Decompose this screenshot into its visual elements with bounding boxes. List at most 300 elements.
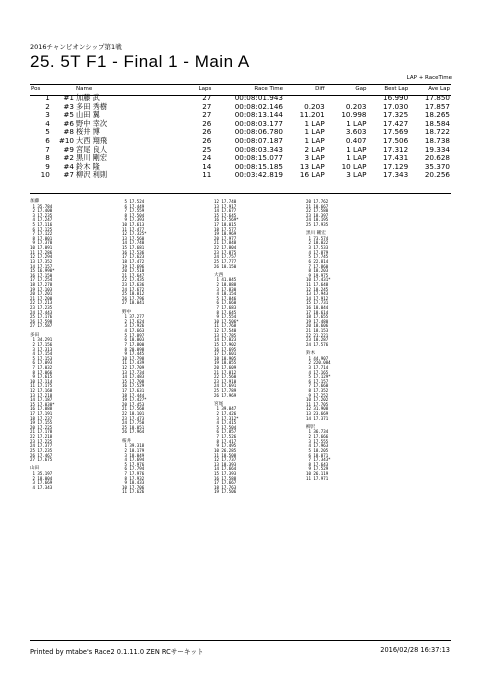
lap-time-line: 8 17.001 — [30, 235, 53, 241]
cell-ave-lap: 18.738 — [424, 135, 450, 145]
lap-time-line: 1 39.318 — [122, 443, 145, 449]
lap-time-line: 20 17.453 — [122, 401, 145, 407]
lap-time-line: 9 17.445 — [122, 351, 145, 357]
cell-best-lap: 17.431 — [383, 153, 409, 163]
cell-car-number: #3 — [63, 101, 74, 111]
lap-time-line: 26 17.796 — [122, 295, 145, 301]
cell-diff: 1 LAP — [304, 118, 325, 128]
cell-diff: 2 LAP — [304, 144, 325, 154]
col-race-time: Race Time — [254, 86, 283, 92]
lap-time-line: 10 17.506* — [214, 318, 239, 324]
lap-time-line: 24 17.757 — [214, 254, 237, 260]
lap-time-line: 20 17.225 — [30, 424, 53, 430]
cell-car-number: #1 — [63, 93, 74, 102]
lap-times-section — [30, 200, 451, 600]
lap-time-line: 11 17.439 — [122, 360, 145, 366]
lap-time-line: 21 17.200 — [30, 295, 53, 301]
cell-ave-lap: 35.370 — [424, 161, 450, 171]
lap-time-line: 2 17.426 — [214, 411, 237, 417]
lap-time-line: 25 18.051 — [122, 424, 145, 430]
lap-time-line: 8 17.643 — [306, 461, 329, 467]
lap-time-line: 18 17.278 — [30, 281, 53, 287]
driver-lap-header: 桜井 — [122, 438, 132, 444]
lap-time-line: 14 17.740 — [122, 240, 145, 246]
lap-time-line: 14 17.823 — [214, 337, 237, 343]
cell-gap: 0.407 — [345, 135, 367, 145]
lap-time-line: 5 17.976 — [122, 461, 145, 467]
lap-time-line: 12 17.294 — [30, 254, 53, 260]
lap-time-line: 19 18.055 — [214, 360, 237, 366]
lap-time-line: 2 17.666 — [306, 434, 329, 440]
lap-time-line: 10 17.613 — [122, 222, 145, 228]
lap-time-line: 11 17.971 — [306, 475, 329, 481]
driver-lap-header: 大西 — [214, 272, 224, 278]
lap-time-line: 19 17.155 — [30, 420, 53, 426]
lap-time-line: 2 18.888 — [214, 281, 237, 287]
lap-time-line: 17 18.015 — [214, 222, 237, 228]
cell-laps: 24 — [202, 153, 212, 163]
cell-car-number: #5 — [63, 110, 74, 120]
lap-time-line: 3 17.533 — [306, 245, 329, 251]
lap-time-line: 22 17.580 — [306, 208, 329, 214]
cell-pos: 9 — [45, 161, 50, 171]
lap-time-line: 11 17.286 — [30, 249, 53, 255]
title-rule — [30, 84, 451, 85]
cell-race-time: 00:08:01.943 — [234, 93, 283, 102]
lap-time-line: 18 17.577 — [214, 226, 237, 232]
lap-time-line: 21 17.560 — [122, 406, 145, 412]
lap-time-line: 21 17.647 — [122, 272, 145, 278]
cell-diff: 1 LAP — [304, 135, 325, 145]
col-pos: Pos — [31, 86, 41, 92]
lap-time-line: 18 17.655 — [306, 314, 329, 320]
cell-car-number: #6 — [63, 118, 74, 128]
cell-driver-name: 桜井 博 — [76, 127, 100, 137]
cell-best-lap: 17.343 — [383, 170, 409, 180]
cell-ave-lap: 20.256 — [424, 170, 450, 180]
lap-time-line: 2 18.022 — [306, 240, 329, 246]
lap-time-line: 2 17.624 — [122, 318, 145, 324]
lap-time-line: 6 18.071 — [306, 452, 329, 458]
lap-time-line: 21 18.153 — [306, 328, 329, 334]
lap-time-line: 13 23.669 — [306, 411, 329, 417]
cell-ave-lap: 18.265 — [424, 110, 450, 120]
lap-time-line: 24 17.672 — [122, 286, 145, 292]
event-subtitle: 2016チャンピオンシップ第1戦 — [30, 43, 122, 51]
lap-time-line: 25 17.235 — [30, 447, 53, 453]
cell-pos: 4 — [45, 118, 50, 128]
lap-time-line: 2 17.156 — [30, 341, 53, 347]
lap-time-line: 7 17.800 — [122, 341, 145, 347]
lap-time-line: 22 17.213 — [30, 300, 53, 306]
lap-time-line: 9 17.393 — [122, 217, 145, 223]
cell-gap: 10.998 — [341, 110, 367, 120]
lap-time-line: 8 20.098 — [122, 346, 145, 352]
lap-time-line: 11 17.768 — [214, 323, 237, 329]
lap-time-line: 5 17.153 — [30, 355, 53, 361]
lap-time-line: 8 17.504 — [122, 212, 145, 218]
cell-best-lap: 17.312 — [383, 144, 409, 154]
lap-time-line: 1 35.784 — [30, 203, 53, 209]
cell-driver-name: 鈴木 隆 — [76, 161, 100, 171]
lap-time-line: 7 17.660 — [306, 383, 329, 389]
lap-time-line: 16 17.529 — [122, 383, 145, 389]
lap-time-line: 22 17.435 — [122, 277, 145, 283]
lap-time-line: 18 17.763 — [214, 484, 237, 490]
lap-time-line: 7 17.122 — [30, 231, 53, 237]
lap-time-line: 13 17.560 — [122, 235, 145, 241]
cell-race-time: 00:08:03.343 — [234, 144, 283, 154]
col-diff: Diff — [315, 86, 325, 92]
lap-time-line: 15 17.030* — [30, 401, 55, 407]
lap-time-line: 20 17.977 — [214, 235, 237, 241]
lap-time-line: 12 17.737 — [214, 457, 237, 463]
footer-timestamp: 2016/02/28 16:37:13 — [380, 646, 450, 654]
lap-time-line: 5 17.116 — [30, 222, 53, 228]
lap-time-line: 2 17.400 — [30, 208, 53, 214]
driver-lap-header: 加藤 — [30, 199, 40, 204]
driver-lap-header: 黒川 剛宏 — [306, 231, 326, 237]
cell-ave-lap: 20.628 — [424, 153, 450, 163]
lap-time-line: 19 17.480 — [306, 318, 329, 324]
cell-best-lap: 17.129 — [383, 161, 409, 171]
col-ave-lap: Ave Lap — [428, 86, 450, 92]
lap-time-line: 7 17.559 — [122, 208, 145, 214]
lap-time-line: 15 17.902 — [214, 341, 237, 347]
lap-time-line: 19 17.506 — [214, 489, 237, 495]
cell-diff: 0.203 — [304, 101, 325, 111]
header-rule — [30, 95, 451, 96]
cell-race-time: 00:08:06.780 — [234, 127, 283, 137]
cell-driver-name: 大西 翔飛 — [76, 135, 108, 145]
lap-time-line: 4 17.879 — [306, 249, 329, 255]
lap-time-line: 23 17.473 — [122, 415, 145, 421]
lap-time-line: 25 17.777 — [214, 258, 237, 264]
results-table — [30, 86, 451, 180]
lap-time-line: 6 18.003 — [122, 337, 145, 343]
lap-time-line: 16 18.044 — [306, 305, 329, 311]
cell-race-time: 00:08:03.177 — [234, 118, 283, 128]
cell-laps: 11 — [202, 170, 212, 180]
lap-time-line: 8 17.417 — [214, 438, 237, 444]
lap-time-line: 3 17.669 — [30, 480, 53, 486]
lap-time-line: 18 17.472 — [122, 258, 145, 264]
lap-time-line: 1 73.574 — [306, 235, 329, 241]
lap-time-line: 13 17.785 — [214, 332, 237, 338]
lap-time-line: 9 17.615 — [30, 374, 53, 380]
lap-time-line: 2 220.084 — [306, 360, 331, 366]
lap-time-line: 12 17.325* — [122, 231, 147, 237]
lap-time-line: 5 17.897 — [122, 332, 145, 338]
lap-time-line: 22 17.804 — [214, 245, 237, 251]
lap-time-line: 12 17.540 — [214, 328, 237, 334]
lap-time-line: 17 17.191 — [30, 411, 53, 417]
cell-laps: 25 — [202, 144, 212, 154]
lap-time-line: 10 26.119 — [306, 470, 329, 476]
lap-time-line: 9 17.252 — [306, 392, 329, 398]
lap-time-line: 15 17.393 — [214, 470, 237, 476]
lap-time-line: 15 17.681 — [122, 245, 145, 251]
cell-race-time: 00:08:15.185 — [234, 161, 283, 171]
lap-time-line: 22 17.560 — [214, 374, 237, 380]
lap-time-line: 23 17.225 — [30, 438, 53, 444]
lap-time-line: 14 17.371 — [306, 415, 329, 421]
lap-time-line: 12 17.709 — [122, 364, 145, 370]
lap-time-line: 12 17.740 — [214, 199, 237, 204]
lap-time-line: 24 17.443 — [30, 309, 53, 315]
lap-time-line: 8 17.932 — [122, 475, 145, 481]
lap-time-line: 6 22.814 — [306, 258, 329, 264]
lap-time-line: 15 17.708 — [122, 378, 145, 384]
cell-pos: 3 — [45, 110, 50, 120]
lap-time-line: 4 17.694 — [122, 457, 145, 463]
lap-time-line: 4 17.165 — [306, 369, 329, 375]
lap-time-line: 24 17.691 — [214, 383, 237, 389]
cell-diff: 3 LAP — [304, 153, 325, 163]
lap-time-line: 22 21.221 — [306, 332, 329, 338]
cell-gap: 1 LAP — [346, 118, 367, 128]
lap-time-line: 13 17.352 — [30, 258, 53, 264]
lap-time-line: 16 17.150 — [30, 272, 53, 278]
lap-time-line: 3 17.926 — [122, 323, 145, 329]
cell-car-number: #7 — [63, 170, 74, 180]
lap-time-line: 1 44.907 — [306, 355, 329, 361]
lap-time-line: 22 17.218 — [30, 434, 53, 440]
col-laps: Laps — [198, 86, 212, 92]
lap-time-line: 19 17.427* — [122, 397, 147, 403]
cell-driver-name: 山田 翼 — [76, 110, 100, 120]
lap-time-line: 18 18.905 — [214, 355, 237, 361]
lap-time-line: 3 17.714 — [306, 364, 329, 370]
lap-time-line: 1 37.277 — [122, 314, 145, 320]
lap-time-line: 3 17.313 — [30, 346, 53, 352]
lap-time-line: 20 17.762 — [306, 199, 329, 204]
cell-driver-name: 宮尾 良人 — [76, 144, 108, 154]
cell-best-lap: 17.506 — [383, 135, 409, 145]
lap-time-line: 17 17.623 — [122, 254, 145, 260]
cell-car-number: #9 — [63, 144, 74, 154]
lap-time-line: 7 17.683 — [214, 305, 237, 311]
lap-time-line: 9 17.554 — [214, 314, 237, 320]
cell-best-lap: 17.569 — [383, 127, 409, 137]
lap-time-line: 26 17.964 — [122, 429, 145, 435]
cell-car-number: #2 — [63, 153, 74, 163]
race-title: 25. 5T F1 - Final 1 - Main A — [30, 52, 250, 71]
lap-time-line: 17 17.667 — [214, 480, 237, 486]
cell-gap: 10 LAP — [341, 161, 367, 171]
lap-time-line: 10 17.091 — [30, 245, 53, 251]
lap-time-line: 11 18.508 — [214, 452, 237, 458]
lap-time-line: 25 17.176 — [30, 314, 53, 320]
cell-diff: 16 LAP — [299, 170, 325, 180]
lap-time-line: 1 34.291 — [30, 337, 53, 343]
lap-time-line: 11 17.626 — [122, 489, 145, 495]
cell-ave-lap: 19.334 — [424, 144, 450, 154]
cell-driver-name: 野中 幸次 — [76, 118, 108, 128]
lap-time-line: 9 17.370 — [30, 240, 53, 246]
lap-time-line: 14 17.157 — [30, 263, 53, 269]
cell-diff: 11.201 — [299, 110, 325, 120]
lap-time-line: 10 17.114 — [30, 378, 53, 384]
lap-time-line: 5 17.504 — [214, 424, 237, 430]
lap-time-line: 14 17.187 — [30, 397, 53, 403]
cell-car-number: #8 — [63, 127, 74, 137]
cell-gap: 1 LAP — [346, 144, 367, 154]
lap-time-line: 4 17.247 — [30, 217, 53, 223]
lap-time-line: 25 18.012 — [122, 291, 145, 297]
lap-time-line: 27 17.675 — [30, 457, 53, 463]
driver-lap-header: 柳沢 — [306, 424, 316, 430]
lap-time-line: 24 17.750 — [122, 420, 145, 426]
lap-time-line: 16 17.569* — [214, 217, 239, 223]
cell-car-number: #10 — [58, 135, 74, 145]
cell-laps: 27 — [202, 93, 212, 102]
driver-lap-header: 鈴木 — [306, 351, 316, 357]
lap-time-line: 13 17.943 — [306, 291, 329, 297]
lap-time-line: 20 17.201 — [30, 291, 53, 297]
lap-time-line: 23 17.875 — [214, 249, 237, 255]
lap-time-line: 6 17.093 — [30, 360, 53, 366]
cell-race-time: 00:03:42.819 — [234, 170, 283, 180]
lap-time-line: 13 17.734 — [122, 369, 145, 375]
lap-time-line: 21 17.848 — [214, 240, 237, 246]
cell-best-lap: 16.990 — [383, 93, 409, 102]
lap-time-line: 10 17.202 — [306, 397, 329, 403]
cell-driver-name: 柳沢 利則 — [76, 170, 108, 180]
lap-time-line: 3 17.555 — [306, 438, 329, 444]
cell-ave-lap: 18.584 — [424, 118, 450, 128]
lap-time-line: 16 17.695 — [214, 346, 237, 352]
lap-time-line: 6 17.857 — [214, 429, 237, 435]
cell-gap: 3 LAP — [346, 170, 367, 180]
lap-time-line: 20 17.609 — [214, 364, 237, 370]
lap-time-line: 4 17.415 — [214, 420, 237, 426]
lap-time-line: 6 17.449 — [122, 203, 145, 209]
lap-time-line: 5 17.745 — [306, 254, 329, 260]
lap-time-line: 24 18.195 — [306, 217, 329, 223]
lap-time-line: 6 17.660 — [214, 300, 237, 306]
cell-pos: 1 — [45, 93, 50, 102]
lap-time-line: 3 17.312* — [214, 415, 239, 421]
lap-time-line: 26 17.969 — [214, 392, 237, 398]
cell-gap: 1 LAP — [346, 153, 367, 163]
lap-time-line: 8 17.066 — [30, 369, 53, 375]
col-gap: Gap — [355, 86, 367, 92]
lap-time-line: 9 18.433 — [122, 480, 145, 486]
cell-car-number: #4 — [63, 161, 74, 171]
cell-best-lap: 17.030 — [383, 101, 409, 111]
cell-laps: 26 — [202, 118, 212, 128]
cell-pos: 8 — [45, 153, 50, 163]
lap-time-line: 15 17.645 — [214, 212, 237, 218]
lap-time-line: 12 18.245 — [306, 286, 329, 292]
lap-time-line: 14 17.677 — [214, 208, 237, 214]
lap-time-line: 6 17.794 — [122, 466, 145, 472]
lap-time-line: 5 17.846 — [214, 295, 237, 301]
lap-time-line: 8 18.203 — [306, 268, 329, 274]
lap-column-2 — [122, 200, 210, 495]
lap-time-line: 1 35.197 — [30, 470, 53, 476]
lap-time-line: 6 17.125 — [30, 226, 53, 232]
lap-time-line: 23 18.287 — [306, 337, 329, 343]
results-rule — [30, 193, 451, 194]
lap-time-line: 26 18.150 — [214, 263, 237, 269]
cell-ave-lap: 18.722 — [424, 127, 450, 137]
lap-time-line: 4 17.154 — [30, 351, 53, 357]
lap-time-line: 24 17.377 — [30, 443, 53, 449]
lap-time-line: 7 17.860 — [306, 263, 329, 269]
cell-ave-lap: 17.850 — [424, 93, 450, 102]
lap-time-line: 17 17.601 — [214, 351, 237, 357]
lap-time-line: 3 17.830 — [214, 286, 237, 292]
lap-time-line: 15 16.990* — [30, 268, 55, 274]
lap-time-line: 10 17.706 — [122, 484, 145, 490]
lap-time-line: 14 17.912 — [306, 295, 329, 301]
lap-time-line: 5 17.129* — [306, 374, 331, 380]
lap-time-line: 1 36.734 — [306, 429, 329, 435]
lap-time-line: 23 17.910 — [214, 378, 237, 384]
col-name: Name — [76, 86, 93, 92]
lap-time-line: 8 17.352 — [306, 387, 329, 393]
lap-time-line: 27 17.587 — [30, 323, 53, 329]
cell-laps: 14 — [202, 161, 212, 171]
cell-driver-name: 多田 秀樹 — [76, 101, 108, 111]
lap-time-line: 26 17.598 — [30, 318, 53, 324]
lap-time-line: 17 17.631 — [122, 387, 145, 393]
lap-time-line: 20 18.606 — [306, 323, 329, 329]
cell-diff: 1 LAP — [304, 127, 325, 137]
cell-pos: 5 — [45, 127, 50, 137]
cell-race-time: 00:08:15.077 — [234, 153, 283, 163]
cell-gap: 0.203 — [345, 101, 367, 111]
lap-time-line: 7 17.032 — [30, 364, 53, 370]
lap-column-3 — [214, 200, 302, 495]
footer-rule — [30, 640, 451, 641]
cell-pos: 10 — [40, 170, 50, 180]
lap-time-line: 5 17.524 — [122, 199, 145, 204]
cell-pos: 7 — [45, 144, 50, 154]
cell-pos: 6 — [45, 135, 50, 145]
lap-time-line: 10 26.285 — [214, 447, 237, 453]
lap-time-line: 19 17.696 — [122, 263, 145, 269]
lap-time-line: 18 17.237 — [30, 415, 53, 421]
lap-time-line: 13 18.393 — [214, 461, 237, 467]
driver-lap-header: 山田 — [30, 466, 40, 472]
cell-best-lap: 17.427 — [383, 118, 409, 128]
lap-time-line: 2 18.004 — [30, 475, 53, 481]
table-row — [30, 171, 451, 180]
cell-race-time: 00:08:13.144 — [234, 110, 283, 120]
lap-time-line: 9 17.529 — [306, 466, 329, 472]
footer-printed-by: Printed by mtabe's Race2 0.1.11.0 ZEN RCサーキット — [30, 648, 204, 656]
lap-time-line: 19 17.103 — [30, 286, 53, 292]
lap-time-line: 7 17.343* — [306, 457, 331, 463]
driver-lap-header: 宮尾 — [214, 401, 224, 407]
cell-laps: 26 — [202, 135, 212, 145]
lap-time-line: 5 18.205 — [306, 447, 329, 453]
cell-ave-lap: 17.857 — [424, 101, 450, 111]
cell-laps: 27 — [202, 110, 212, 120]
cell-laps: 26 — [202, 127, 212, 137]
lap-time-line: 16 17.588 — [214, 475, 237, 481]
lap-time-line: 7 17.976 — [122, 470, 145, 476]
driver-lap-header: 野中 — [122, 309, 132, 315]
cell-laps: 27 — [202, 101, 212, 111]
lap-time-line: 10 17.431* — [306, 277, 331, 283]
lap-time-line: 1 41.045 — [214, 277, 237, 283]
lap-time-line: 25 17.789 — [214, 387, 237, 393]
lap-time-line: 10 17.798 — [122, 355, 145, 361]
